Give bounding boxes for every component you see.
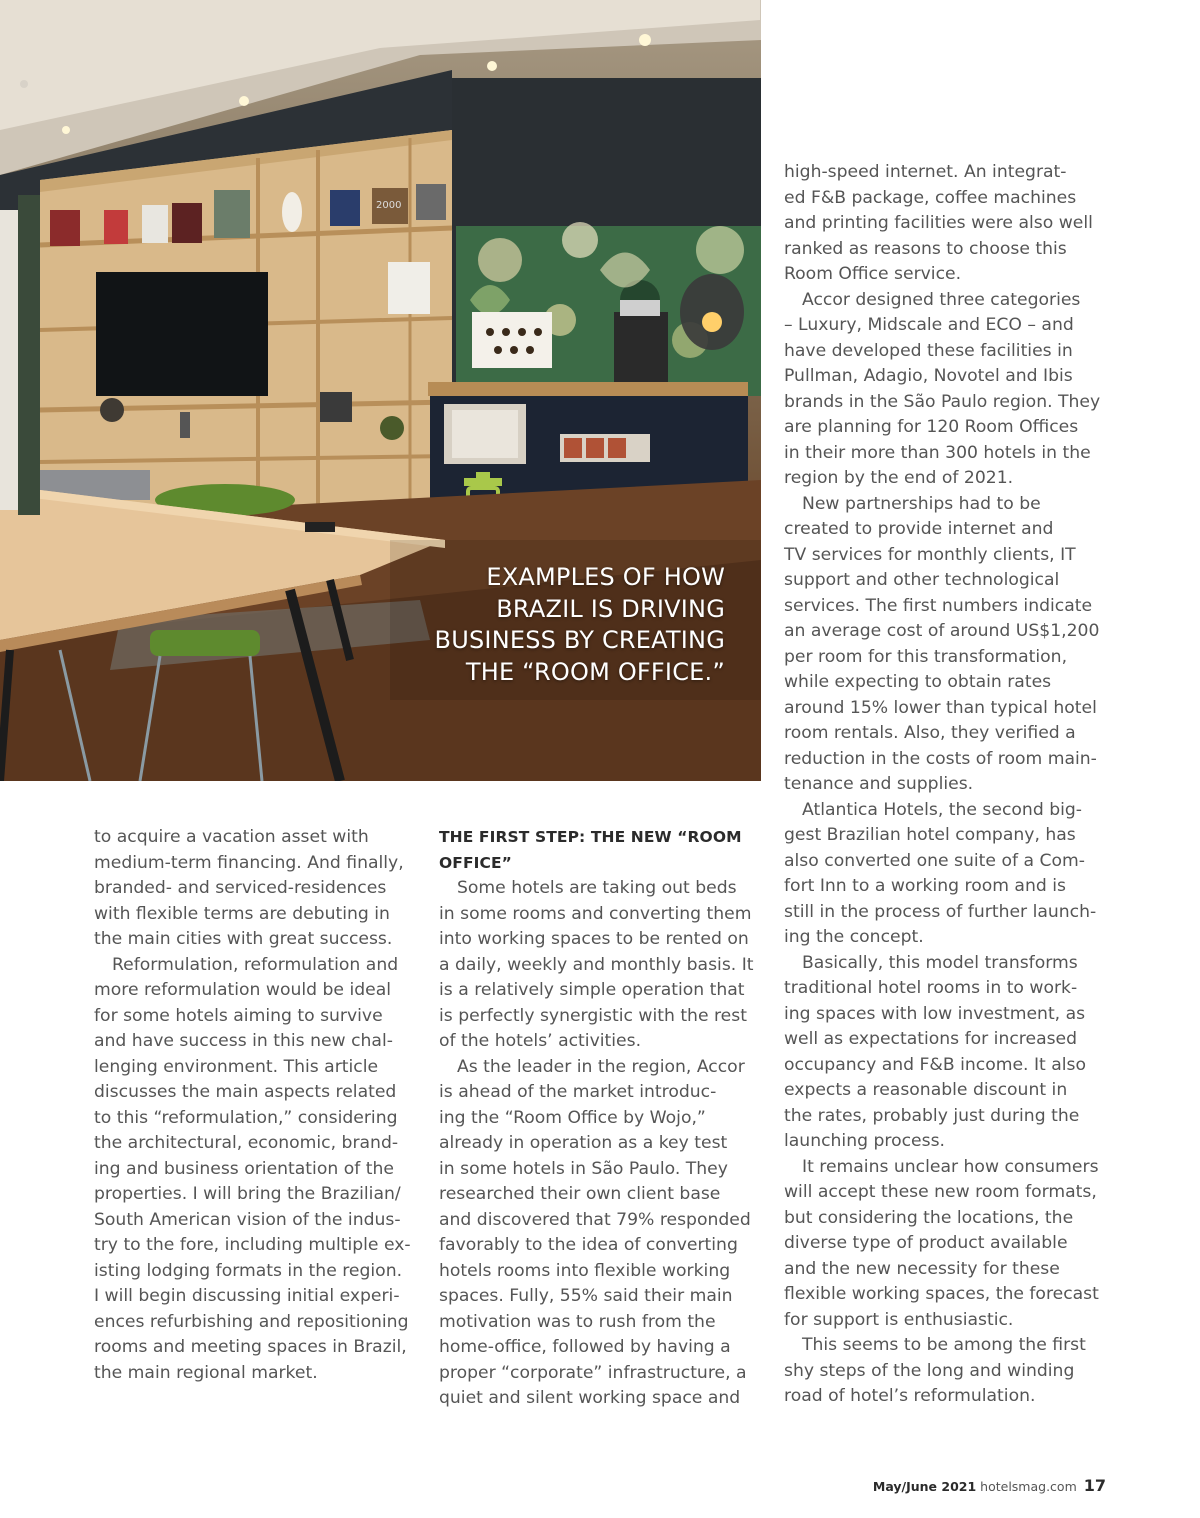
body-text-line: diverse type of product available [784,1233,1068,1253]
shelf-book-label: 2000 [376,200,402,211]
body-text-line: created to provide internet and [784,519,1054,539]
body-text-line: is a relatively simple operation that [439,980,745,1000]
body-text-line: shy steps of the long and winding [784,1360,1075,1381]
body-text-line: have developed these facilities in [784,340,1073,361]
body-text-line: Room Office service. [784,264,962,284]
body-text-line: TV services for monthly clients, IT [784,544,1076,565]
body-text-line: Reformulation, reformulation and [112,954,399,975]
body-text-line: and the new necessity for these [784,1258,1060,1279]
body-text-line: also converted one suite of a Com- [784,850,1085,871]
body-text-line: will accept these new room formats, [784,1182,1097,1202]
body-text-line: ing the “Room Office by Wojo,” [439,1107,706,1128]
body-text-line: per room for this transformation, [784,646,1068,667]
page-number: 17 [1083,1476,1106,1495]
body-text-line: the main regional market. [94,1362,318,1383]
article-column-1 [94,825,416,1386]
coffee-machine [614,312,668,382]
caption-line: BUSINESS BY CREATING [434,626,725,654]
body-text-line: try to the fore, including multiple ex- [94,1235,411,1255]
heading-line: OFFICE” [439,853,512,872]
body-text-line: tenance and supplies. [784,774,974,794]
body-text-line: and printing facilities were also well [784,213,1093,233]
body-text-line: researched their own client base [439,1184,721,1204]
photo-caption [365,562,725,688]
body-text-line: properties. I will bring the Brazilian/ [94,1184,401,1204]
body-text-line: As the leader in the region, Accor [457,1056,745,1077]
caption-line: EXAMPLES OF HOW [486,563,725,591]
body-text-line: in their more than 300 hotels in the [784,442,1091,463]
body-text-line: occupancy and F&B income. It also [784,1054,1086,1075]
body-text-line: for support is enthusiastic. [784,1309,1014,1330]
body-text-line: to this “reformulation,” considering [94,1107,398,1128]
body-text-line: ing spaces with low investment, as [784,1003,1086,1024]
body-text-line: the architectural, economic, brand- [94,1133,399,1153]
page-footer [873,1476,1106,1495]
body-text-line: motivation was to rush from the [439,1311,716,1332]
body-text-line: lenging environment. This article [94,1056,379,1077]
body-text-line: services. The first numbers indicate [784,595,1093,616]
body-text-line: but considering the locations, the [784,1207,1074,1228]
body-text-line: rooms and meeting spaces in Brazil, [94,1337,407,1357]
body-text-line: Basically, this model transforms [802,952,1078,973]
issue-date: May/June 2021 [872,1479,977,1494]
article-column-3 [784,160,1110,1410]
body-text-line: well as expectations for increased [784,1029,1078,1049]
heading-line: THE FIRST STEP: THE NEW “ROOM [439,828,742,846]
caption-line: THE “ROOM OFFICE.” [465,657,725,686]
body-text-line: a daily, weekly and monthly basis. It [439,954,754,975]
body-text-line: support and other technological [784,570,1060,590]
body-text-line: are planning for 120 Room Offices [784,417,1079,437]
body-text-line: Atlantica Hotels, the second big- [802,799,1082,820]
article-column-2 [439,825,761,1412]
body-text-line: around 15% lower than typical hotel [784,697,1097,718]
body-text-line: favorably to the idea of converting [439,1235,738,1255]
body-text-line: ences refurbishing and repositioning [94,1311,409,1332]
capsule-box [472,312,552,368]
body-text-line: I will begin discussing initial experi- [94,1286,400,1306]
body-text-line: South American vision of the indus- [94,1209,401,1230]
body-text-line: hotels rooms into flexible working [439,1260,731,1281]
body-text-line: traditional hotel rooms in to work- [784,978,1078,998]
body-text-line: more reformulation would be ideal [94,980,392,1000]
body-text-line: while expecting to obtain rates [784,672,1052,692]
body-text-line: launching process. [784,1131,945,1151]
body-text-line: gest Brazilian hotel company, has [784,825,1076,845]
body-text-line: Accor designed three categories [802,289,1081,310]
hero-photo [0,0,761,781]
body-text-line: still in the process of further launch- [784,901,1097,922]
body-text-line: in some rooms and converting them [439,903,752,924]
body-text-line: – Luxury, Midscale and ECO – and [784,315,1074,335]
body-text-line: fort Inn to a working room and is [784,876,1066,896]
body-text-line: with flexible terms are debuting in [94,903,390,924]
body-text-line: ranked as reasons to choose this [784,238,1067,259]
site-name[interactable]: hotelsmag.com [980,1479,1077,1494]
body-text-line: to acquire a vacation asset with [94,827,369,847]
body-text-line: expects a reasonable discount in [784,1080,1068,1100]
body-text-line: room rentals. Also, they verified a [784,723,1076,743]
body-text-line: the main cities with great success. [94,929,393,949]
body-text-line: is perfectly synergistic with the rest [439,1005,747,1026]
body-text-line: ing the concept. [784,927,924,947]
body-text-line: This seems to be among the first [802,1335,1086,1355]
body-text-line: spaces. Fully, 55% said their main [439,1286,733,1306]
body-text-line: in some hotels in São Paulo. They [439,1158,728,1179]
body-text-line: home-office, followed by having a [439,1337,731,1357]
body-text-line: medium-term financing. And finally, [94,852,404,873]
body-text-line: isting lodging formats in the region. [94,1260,403,1281]
body-text-line: brands in the São Paulo region. They [784,391,1101,412]
body-text-line: It remains unclear how consumers [802,1156,1099,1177]
body-text-line: ing and business orientation of the [94,1158,394,1179]
body-text-line: region by the end of 2021. [784,468,1014,488]
body-text-line: discusses the main aspects related [94,1082,397,1102]
caption-line: BRAZIL IS DRIVING [496,594,725,623]
body-text-line: the rates, probably just during the [784,1105,1080,1126]
body-text-line: New partnerships had to be [802,493,1041,514]
body-text-line: high-speed internet. An integrat- [784,162,1067,182]
body-text-line: is ahead of the market introduc- [439,1082,717,1102]
body-text-line: and discovered that 79% responded [439,1209,751,1230]
body-text-line: proper “corporate” infrastructure, a [439,1362,747,1383]
body-text-line: into working spaces to be rented on [439,929,749,949]
tv-screen [96,272,268,396]
body-text-line: and have success in this new chal- [94,1031,393,1051]
section-heading [439,825,761,876]
body-text-line: road of hotel’s reformulation. [784,1386,1036,1406]
body-text-line: Some hotels are taking out beds [457,878,737,898]
body-text-line: ed F&B package, coffee machines [784,187,1077,208]
body-text-line: quiet and silent working space and [439,1388,741,1408]
body-text-line: of the hotels’ activities. [439,1031,642,1051]
body-text-line: branded- and serviced-residences [94,878,387,898]
body-text-line: reduction in the costs of room main- [784,748,1097,769]
body-text-line: already in operation as a key test [439,1133,728,1153]
body-text-line: an average cost of around US$1,200 [784,621,1100,641]
body-text-line: for some hotels aiming to survive [94,1005,383,1026]
body-text-line: Pullman, Adagio, Novotel and Ibis [784,366,1073,386]
body-text-line: flexible working spaces, the forecast [784,1284,1099,1304]
